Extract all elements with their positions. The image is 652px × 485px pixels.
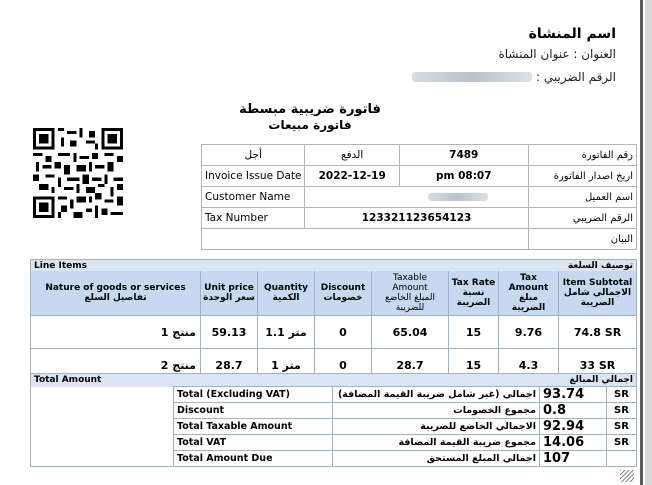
business-name: اسم المنشاة — [528, 26, 616, 42]
col-discount-en: Discount — [320, 283, 366, 293]
info-row-invoice-number — [202, 145, 637, 166]
totals-table — [30, 373, 637, 467]
total-due-value: 107 — [540, 451, 607, 467]
item-subtotal: 74.8 SR — [559, 316, 637, 349]
line-items-table — [30, 259, 637, 382]
item-desc: منتج 1 — [31, 316, 201, 349]
totals-row — [31, 403, 637, 419]
payment-label: الدفع — [305, 145, 399, 166]
total-excl-vat-label-en: Total (Excluding VAT) — [174, 387, 333, 403]
customer-label-en: Customer Name — [202, 187, 305, 208]
col-discount — [315, 271, 372, 316]
statement-value — [202, 229, 529, 250]
col-tax-amount-en: Tax Amount — [508, 273, 549, 293]
item-desc: منتج 2 — [31, 349, 201, 382]
issue-date-label-ar: اريخ اصدار الفاتورة — [528, 166, 636, 187]
totals-row — [31, 387, 637, 403]
tax-label-ar: الرقم الضريبي — [528, 208, 636, 229]
item-taxable: 28.7 — [372, 349, 449, 382]
line-items-title-ar: توصيف السلعة — [372, 260, 637, 272]
total-vat-label-en: Total VAT — [174, 435, 333, 451]
invoice-subtitle: فاتورة مبيعات — [268, 118, 352, 132]
totals-row — [31, 451, 637, 467]
info-row-statement — [202, 229, 637, 250]
totals-row — [31, 435, 637, 451]
discount-label-en: Discount — [174, 403, 333, 419]
invoice-title: فاتورة ضريبية مبسطة — [239, 102, 381, 117]
total-taxable-value: 92.94 — [540, 419, 607, 435]
item-tax-rate: 15 — [449, 349, 499, 382]
col-taxable-ar: المبلغ الخاضع للضريبة — [384, 293, 436, 313]
total-taxable-label-en: Total Taxable Amount — [174, 419, 333, 435]
col-subtotal-en: Item Subtotal — [562, 278, 633, 288]
totals-section-header — [31, 374, 637, 387]
business-tax-label: الرقم الضريبي : — [536, 70, 616, 84]
redacted-tax-number — [412, 72, 532, 82]
col-tax-amount-ar: مبلغ الضريبة — [511, 293, 546, 313]
item-unit-price: 28.7 — [201, 349, 258, 382]
totals-title-en: Total Amount — [31, 374, 333, 387]
totals-spacer — [31, 419, 174, 435]
item-quantity: متر 1 — [258, 349, 315, 382]
totals-spacer — [31, 403, 174, 419]
scrollbar-track[interactable] — [645, 0, 652, 485]
issue-date-value: 2022-12-19 — [305, 166, 399, 187]
totals-row — [31, 419, 637, 435]
issue-time-value: pm 08:07 — [399, 166, 528, 187]
window-border — [640, 0, 643, 485]
col-unit-price — [201, 271, 258, 316]
totals-spacer — [31, 451, 174, 467]
totals-title-ar: اجمالي المبالغ — [333, 374, 637, 387]
col-nature-ar: تفاصيل السلع — [84, 293, 147, 303]
col-nature-en: Nature of goods or services — [45, 283, 186, 293]
col-tax-rate-en: Tax Rate — [451, 278, 496, 288]
col-discount-ar: خصومات — [323, 293, 363, 303]
resize-grip-icon[interactable] — [620, 470, 634, 482]
col-tax-amount — [499, 271, 559, 316]
col-subtotal-ar: الاجمالي شامل الضريبة — [563, 288, 632, 308]
item-tax-rate: 15 — [449, 316, 499, 349]
item-taxable: 65.04 — [372, 316, 449, 349]
customer-label-ar: اسم العميل — [528, 187, 636, 208]
total-due-label-ar: اجمالي المبلغ المستحق — [333, 451, 540, 467]
redacted-customer-name — [428, 193, 488, 201]
invoice-info-table — [201, 144, 637, 250]
col-quantity-ar: الكمية — [272, 293, 300, 303]
currency: SR — [607, 419, 637, 435]
col-quantity — [258, 271, 315, 316]
col-quantity-en: Quantity — [263, 283, 309, 293]
business-tax-number — [412, 67, 616, 85]
payment-value: أجل — [202, 145, 305, 166]
info-row-issue-date — [202, 166, 637, 187]
total-excl-vat-label-ar: اجمالي (غير شامل ضريبة القيمة المضافة) — [333, 387, 540, 403]
item-discount: 0 — [315, 349, 372, 382]
line-items-column-headers — [31, 271, 637, 316]
col-subtotal — [559, 271, 637, 316]
tax-label-en: Tax Number — [202, 208, 305, 229]
item-discount: 0 — [315, 316, 372, 349]
item-unit-price: 59.13 — [201, 316, 258, 349]
issue-date-label-en: Invoice Issue Date — [202, 166, 305, 187]
invoice-number-label: رقم الفاتورة — [528, 145, 636, 166]
item-quantity: متر 1.1 — [258, 316, 315, 349]
business-address: العنوان : عنوان المنشاة — [498, 47, 616, 61]
line-items-section-header — [31, 260, 637, 272]
col-unit-price-ar: سعر الوحدة — [203, 293, 255, 303]
item-tax-amount: 9.76 — [499, 316, 559, 349]
item-tax-amount: 4.3 — [499, 349, 559, 382]
currency: SR — [607, 387, 637, 403]
totals-spacer — [31, 435, 174, 451]
statement-label: البيان — [528, 229, 636, 250]
currency: SR — [607, 435, 637, 451]
col-nature — [31, 271, 201, 316]
business-tax-value — [412, 67, 532, 85]
total-taxable-label-ar: الاجمالي الخاضع للضريبة — [333, 419, 540, 435]
col-tax-rate — [449, 271, 499, 316]
col-tax-rate-ar: نسبة الضريبة — [456, 288, 491, 308]
discount-value: 0.8 — [540, 403, 607, 419]
col-taxable — [372, 271, 449, 316]
invoice-number-value: 7489 — [399, 145, 528, 166]
currency — [607, 451, 637, 467]
total-excl-vat-value: 93.74 — [540, 387, 607, 403]
col-unit-price-en: Unit price — [204, 283, 254, 293]
info-row-customer — [202, 187, 637, 208]
customer-name-value — [305, 187, 528, 208]
currency: SR — [607, 403, 637, 419]
total-due-label-en: Total Amount Due — [174, 451, 333, 467]
qr-code-icon — [33, 128, 123, 218]
col-taxable-en: Taxable Amount — [392, 273, 428, 293]
info-row-tax — [202, 208, 637, 229]
total-vat-value: 14.06 — [540, 435, 607, 451]
table-row — [31, 316, 637, 349]
total-vat-label-ar: مجموع ضريبة القيمة المضافة — [333, 435, 540, 451]
discount-label-ar: مجموع الخصومات — [333, 403, 540, 419]
customer-tax-value: 123321123654123 — [305, 208, 528, 229]
totals-spacer — [31, 387, 174, 403]
line-items-title-en: Line Items — [31, 260, 372, 272]
item-subtotal: 33 SR — [559, 349, 637, 382]
